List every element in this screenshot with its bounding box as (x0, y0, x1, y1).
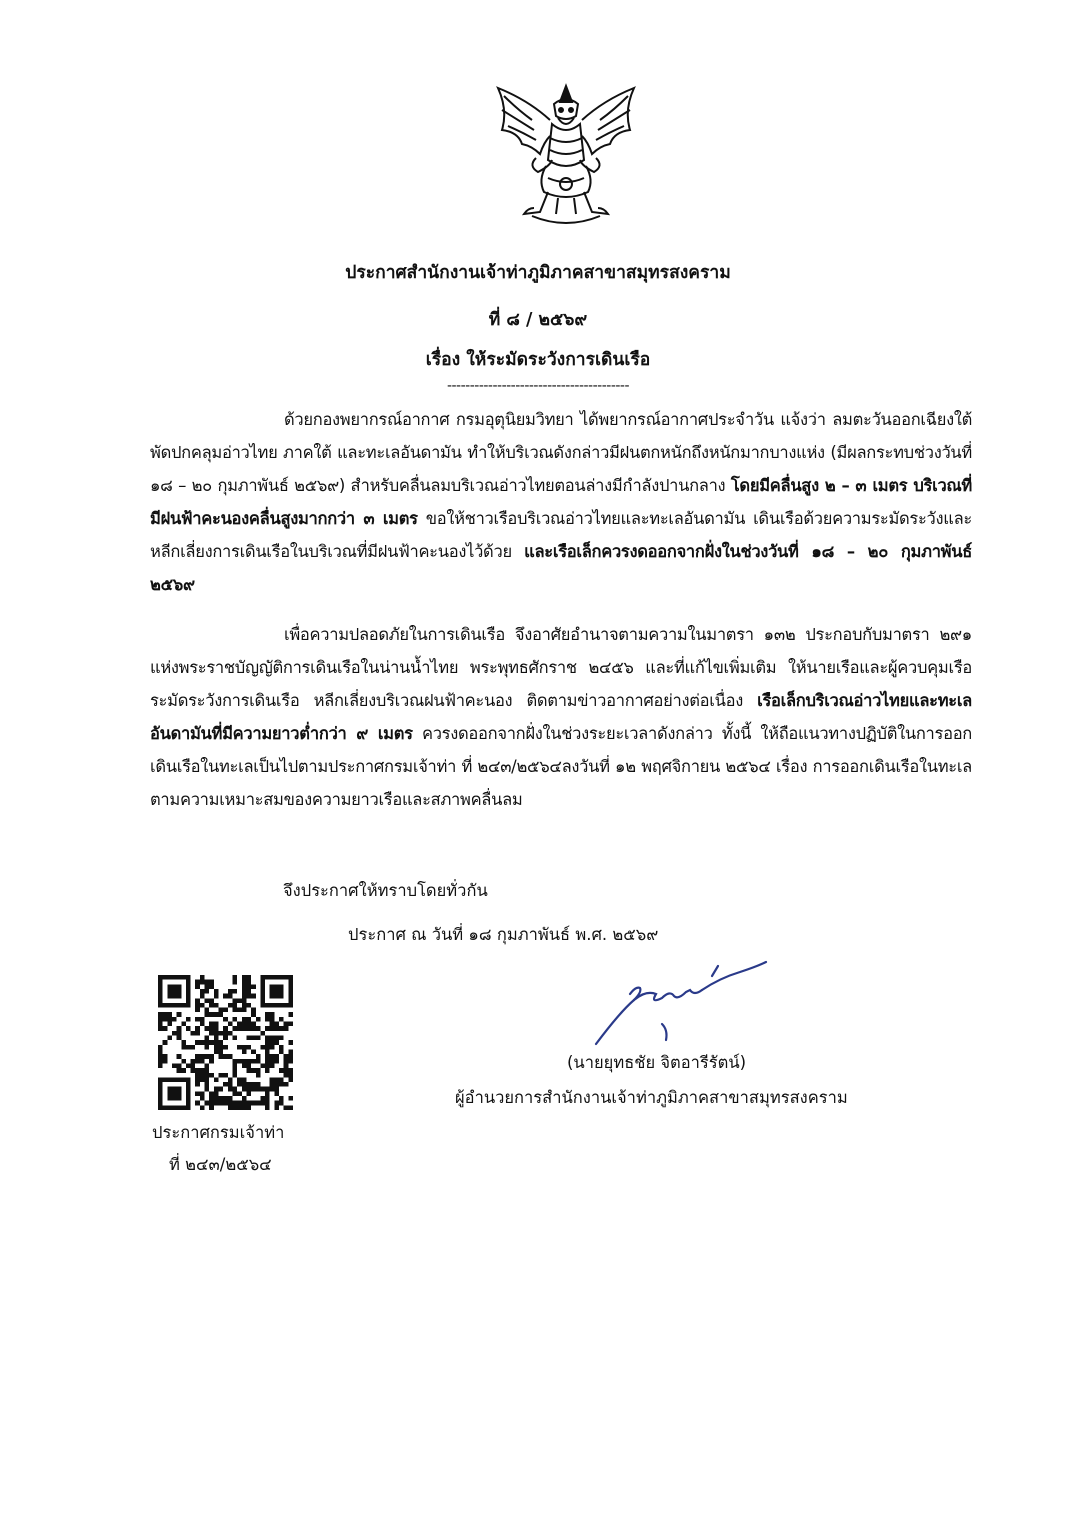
qr-code-icon[interactable] (158, 975, 293, 1110)
body-paragraph-2 (150, 618, 972, 816)
paragraph-1-bold-a: โดยมีคลื่นสูง ๒ – ๓ เมตร บริเวณที่มีฝนฟ้าคะนองคลื่นสูงมากกว่า ๓ เมตร (150, 476, 972, 528)
paragraph-2-text-a: เพื่อความปลอดภัยในการเดินเรือ จึงอาศัยอำนาจตามความในมาตรา ๑๓๒ ประกอบกับมาตรา ๒๙๑ แห่งพระราชบัญญัติการเดินเรือในน่านน้ำไทย พระพุทธศักราช ๒๔๕๖ และที่แก้ไขเพิ่มเติม ให้นายเรือและผู้ควบคุมเรือระมัดระวังการเดินเรือ หลีกเลี่ยงบริเวณฝนฟ้าคะนอง ติดตามข่าวอากาศอย่างต่อเนื่อง (150, 625, 972, 710)
paragraph-1-text-a: ด้วยกองพยากรณ์อากาศ กรมอุตุนิยมวิทยา ได้พยากรณ์อากาศประจำวัน แจ้งว่า ลมตะวันออกเฉียงใต้พัดปกคลุมอ่าวไทย ภาคใต้ และทะเลอันดามัน ทำให้บริเวณดังกล่าวมีฝนตกหนักถึงหนักมากบางแห่ง (มีผลกระทบช่วงวันที่ ๑๘ – ๒๐ กุมภาพันธ์ ๒๕๖๙) สำหรับคลื่นลมบริเวณอ่าวไทยตอนล่างมีกำลังปานกลาง (150, 410, 972, 495)
paragraph-2-text-b: ควรงดออกจากฝั่งในช่วงระยะเวลาดังกล่าว ทั้งนี้ ให้ถือแนวทางปฏิบัติในการออกเดินเรือในทะเลเป็นไปตามประกาศกรมเจ้าท่า ที่ ๒๔๓/๒๕๖๔ลงวันที่ ๑๒ พฤศจิกายน ๒๕๖๔ เรื่อง การออกเดินเรือในทะเลตามความเหมาะสมของความยาวเรือและสภาพคลื่นลม (150, 724, 972, 809)
signer-name: (นายยุทธชัย จิตอารีรัตน์) (567, 1053, 747, 1072)
qr-caption-line-2: ที่ ๒๔๓/๒๕๖๔ (169, 1155, 272, 1174)
announcement-subject: เรื่อง ให้ระมัดระวังการเดินเรือ (425, 350, 651, 370)
garuda-emblem-icon (488, 80, 644, 232)
qr-caption-line-1: ประกาศกรมเจ้าท่า (152, 1123, 285, 1142)
paragraph-1-text-b: ขอให้ชาวเรือบริเวณอ่าวไทยและทะเลอันดามัน เดินเรือด้วยความระมัดระวังและหลีกเลี่ยงการเดินเรือในบริเวณที่มีฝนฟ้าคะนองไว้ด้วย (150, 509, 972, 561)
announcement-number: ที่ ๘ / ๒๕๖๙ (488, 310, 588, 330)
announcement-date: ประกาศ ณ วันที่ ๑๘ กุมภาพันธ์ พ.ศ. ๒๕๖๙ (348, 925, 659, 944)
subject-divider: ---------------------------------------- (446, 378, 630, 394)
signature-icon (590, 960, 780, 1050)
closing-announce: จึงประกาศให้ทราบโดยทั่วกัน (283, 881, 488, 900)
paragraph-2-bold-a: เรือเล็กบริเวณอ่าวไทยและทะเลอันดามันที่มีความยาวต่ำกว่า ๙ เมตร (150, 691, 972, 743)
paragraph-1-bold-b: และเรือเล็กควรงดออกจากฝั่งในช่วงวันที่ ๑๘ – ๒๐ กุมภาพันธ์ ๒๕๖๙ (150, 542, 972, 594)
announcement-title: ประกาศสำนักงานเจ้าท่าภูมิภาคสาขาสมุทรสงคราม (345, 263, 731, 283)
signer-title: ผู้อำนวยการสำนักงานเจ้าท่าภูมิภาคสาขาสมุทรสงคราม (455, 1088, 848, 1107)
body-paragraph-1 (150, 403, 972, 601)
